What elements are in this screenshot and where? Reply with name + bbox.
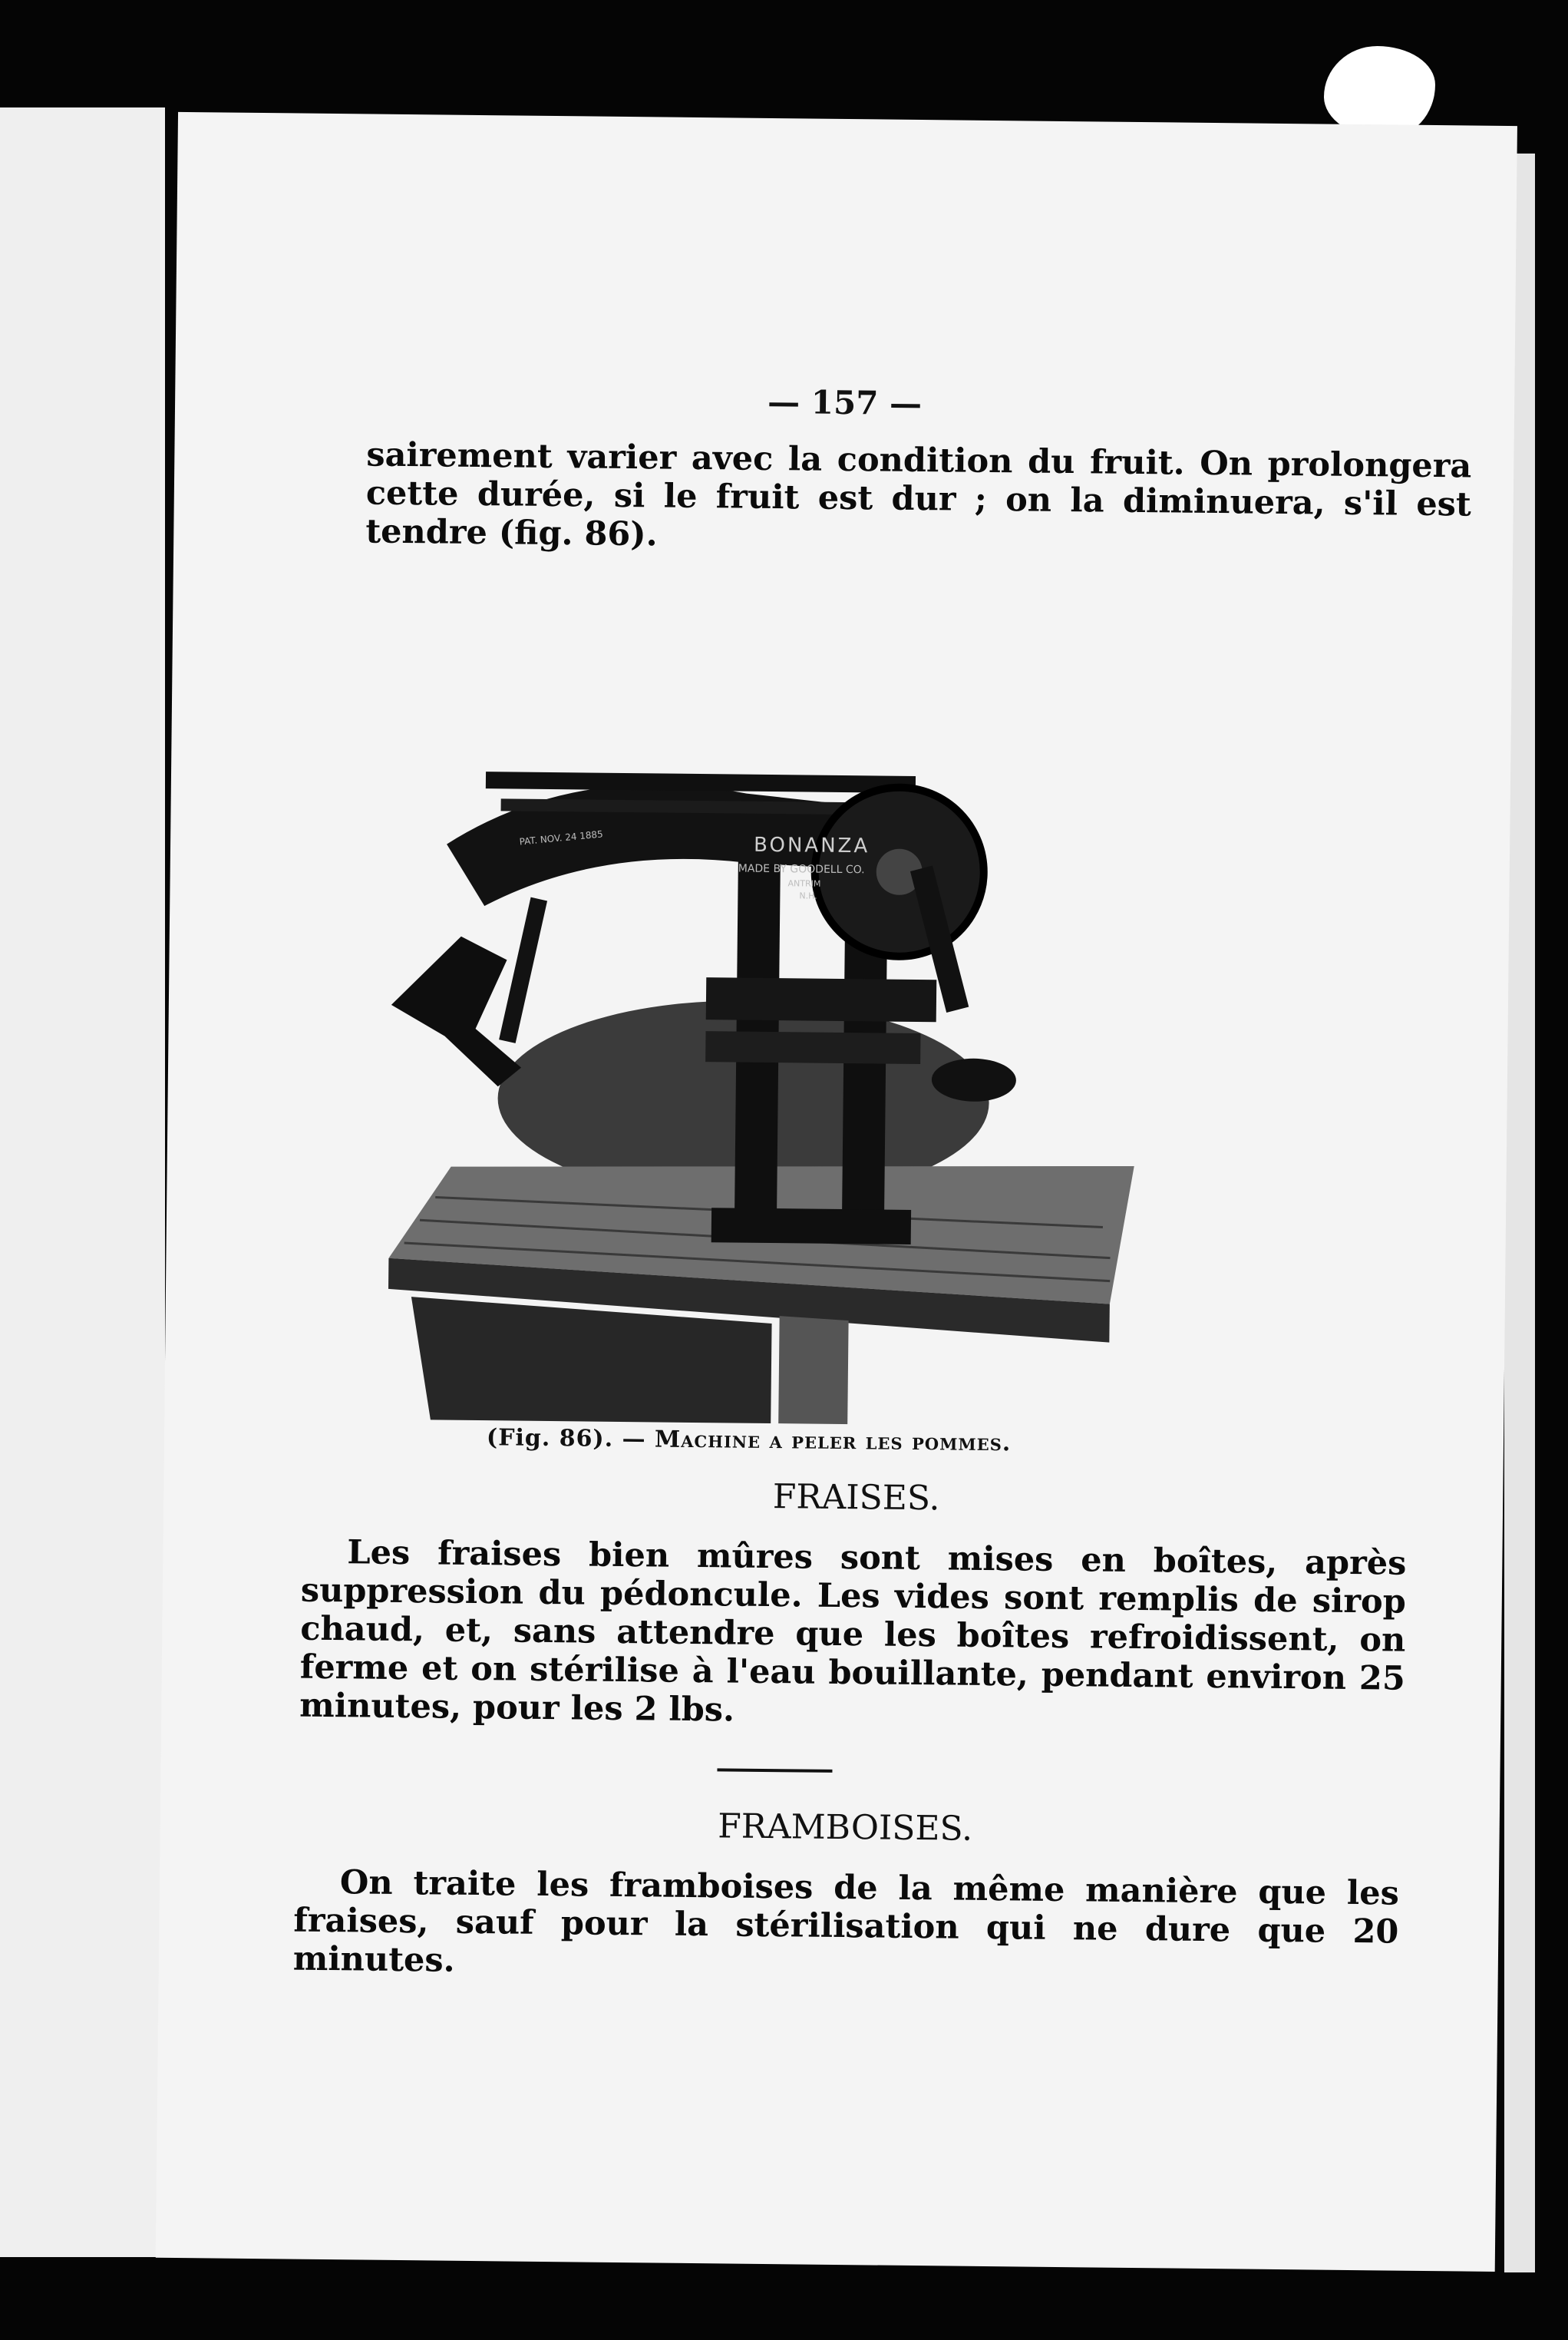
facing-page-edge [0, 107, 165, 2257]
book-page [156, 112, 1517, 2272]
peeler-arm [499, 897, 547, 1043]
roller [705, 1031, 920, 1064]
paragraph-fraises: Les fraises bien mûres sont mises en boîtes, après suppression du pédoncule. Les vides sont remplis de sirop chaud, et, sans attendre que les boîtes refroidissent, on ferme et on stérilise à l'eau bouillante, pendant environ 25 minutes, pour les 2 lbs. [299, 1533, 1407, 1730]
caption-prefix: (Fig. 86). — [486, 1424, 646, 1453]
machine-town-label: ANTRIM [787, 878, 821, 889]
figure-caption [487, 1424, 1012, 1456]
machine-patent-label: PAT. NOV. 24 1885 [519, 828, 604, 848]
under-shadow [410, 1297, 772, 1427]
machine-maker-label: MADE BY GOODELL CO. [738, 862, 865, 877]
machine-base [711, 1208, 911, 1244]
table-leg [778, 1316, 849, 1427]
machine-state-label: N.H. [799, 891, 817, 901]
page-number: — 157 — [767, 382, 923, 423]
heading-framboises: FRAMBOISES. [717, 1806, 973, 1849]
paragraph-framboises: On traite les framboises de la même manière que les fraises, sauf pour la stérilisation qui ne dure que 20 minutes. [292, 1863, 1400, 1980]
machine-brand-label: BONANZA [753, 833, 870, 858]
caption-title: Machine a peler les pommes. [654, 1426, 1012, 1457]
apple-peeler-illustration [341, 666, 1154, 1427]
section-divider [717, 1768, 832, 1773]
top-rail [486, 772, 916, 793]
peeler-head [391, 936, 523, 1087]
roller [706, 977, 937, 1022]
heading-fraises: FRAISES. [772, 1477, 940, 1519]
paragraph-continuation: sairement varier avec la condition du fruit. On prolongera cette durée, si le fruit est dur ; on la diminuera, s'il est tendre (fig. 86). [365, 435, 1472, 554]
